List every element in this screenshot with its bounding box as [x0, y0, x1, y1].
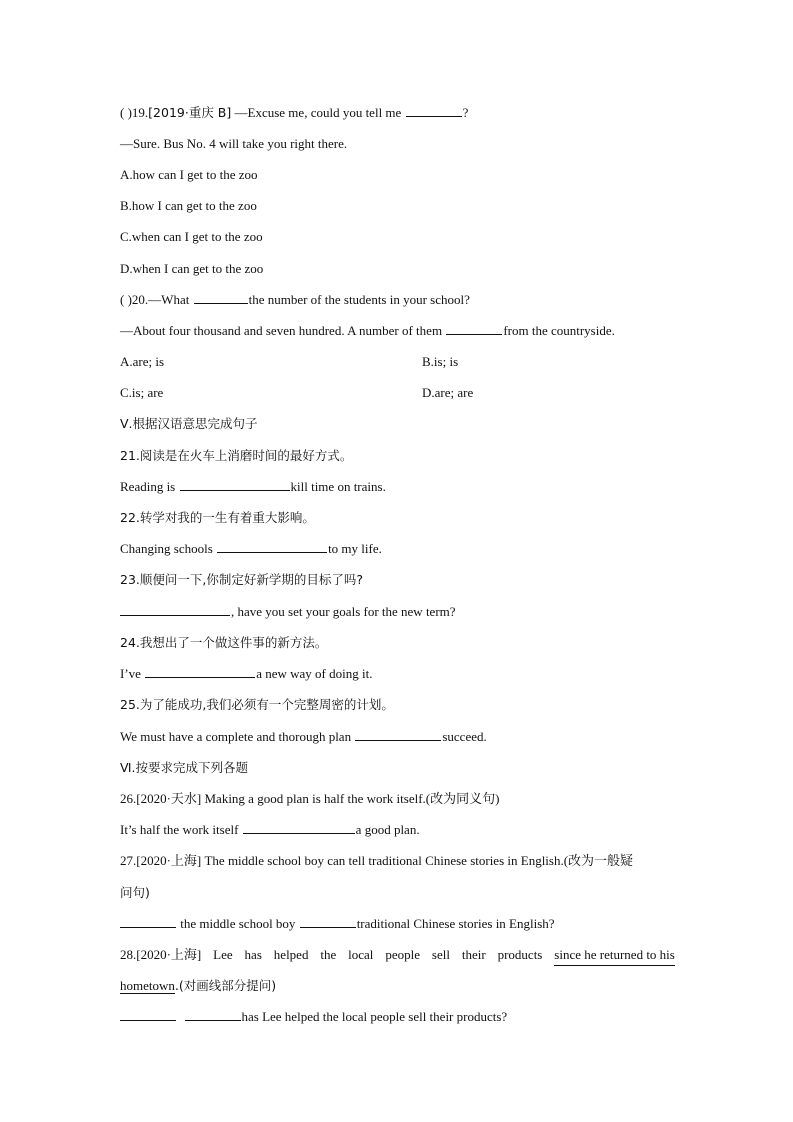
q26-answer: It’s half the work itself a good plan.	[120, 822, 420, 837]
q20-blank-1[interactable]	[194, 290, 248, 304]
q21-blank[interactable]	[180, 477, 290, 491]
q28-stem-line-1	[120, 945, 680, 966]
q19-source: [2019·重庆 B]	[148, 105, 232, 120]
q19-option-d: D.when I can get to the zoo	[120, 261, 264, 276]
q20-options-row-2	[120, 383, 680, 403]
q24-blank[interactable]	[145, 664, 255, 678]
q21-english: Reading is kill time on trains.	[120, 479, 386, 494]
q19-answer-paren[interactable]: ( )	[120, 105, 132, 120]
q20-answer-paren[interactable]: ( )	[120, 292, 132, 307]
q28-underlined-part-1: since he returned to his	[554, 945, 675, 966]
q28-blank-2[interactable]	[185, 1007, 241, 1021]
q28-answer: has Lee helped the local people sell their products?	[120, 1007, 680, 1027]
q27-blank-1[interactable]	[120, 914, 176, 928]
q24-chinese: 24.我想出了一个做这件事的新方法。	[120, 635, 328, 650]
q20-reply: —About four thousand and seven hundred. A number of them from the countryside.	[120, 323, 615, 338]
q25-blank[interactable]	[355, 727, 441, 741]
q25-english: We must have a complete and thorough plan succeed.	[120, 729, 487, 744]
q20-stem: ( )20.—What the number of the students in your school?	[120, 292, 470, 307]
q19-option-c: C.when can I get to the zoo	[120, 229, 263, 244]
q26-blank[interactable]	[243, 820, 355, 834]
q20-option-d: D.are; are	[422, 385, 474, 400]
q26-stem: 26.[2020·天水] Making a good plan is half the work itself.(改为同义句)	[120, 791, 500, 806]
q27-stem-line-2: 问句)	[120, 885, 150, 900]
q20-options-row-1	[120, 352, 680, 372]
q28-underlined-part-2: hometown	[120, 978, 175, 993]
q20-blank-2[interactable]	[446, 321, 502, 335]
q27-answer: the middle school boy traditional Chinese stories in English?	[120, 914, 680, 934]
q28-stem-justified: 28.[2020·上海] Lee has helped the local people sell their products since he returned to his	[120, 945, 675, 966]
q24-english: I’ve a new way of doing it.	[120, 666, 373, 681]
q20-option-b: B.is; is	[422, 354, 459, 369]
q23-blank[interactable]	[120, 602, 230, 616]
section-6-title: Ⅵ.按要求完成下列各题	[120, 760, 249, 775]
q19-option-b: B.how I can get to the zoo	[120, 198, 257, 213]
q23-chinese: 23.顺便问一下,你制定好新学期的目标了吗?	[120, 572, 363, 587]
q19-stem: ( )19.[2019·重庆 B] —Excuse me, could you tell me ?	[120, 105, 469, 120]
q20-option-a: A.are; is	[120, 354, 165, 369]
q19-option-a: A.how can I get to the zoo	[120, 167, 258, 182]
q28-blank-1[interactable]	[120, 1007, 176, 1021]
q27-blank-2[interactable]	[300, 914, 356, 928]
q22-chinese: 22.转学对我的一生有着重大影响。	[120, 510, 315, 525]
q20-option-c: C.is; are	[120, 385, 164, 400]
q19-blank[interactable]	[406, 103, 462, 117]
q22-blank[interactable]	[217, 539, 327, 553]
q22-english: Changing schools to my life.	[120, 541, 382, 556]
q23-english: , have you set your goals for the new term?	[120, 602, 680, 622]
q19-reply: —Sure. Bus No. 4 will take you right there.	[120, 136, 348, 151]
q28-stem-line-2: hometown.(对画线部分提问)	[120, 978, 277, 993]
q25-chinese: 25.为了能成功,我们必须有一个完整周密的计划。	[120, 697, 394, 712]
section-5-title: Ⅴ.根据汉语意思完成句子	[120, 416, 258, 431]
q27-stem-line-1: 27.[2020·上海] The middle school boy can tell traditional Chinese stories in English.(改为一般疑	[120, 853, 634, 868]
q21-chinese: 21.阅读是在火车上消磨时间的最好方式。	[120, 448, 353, 463]
